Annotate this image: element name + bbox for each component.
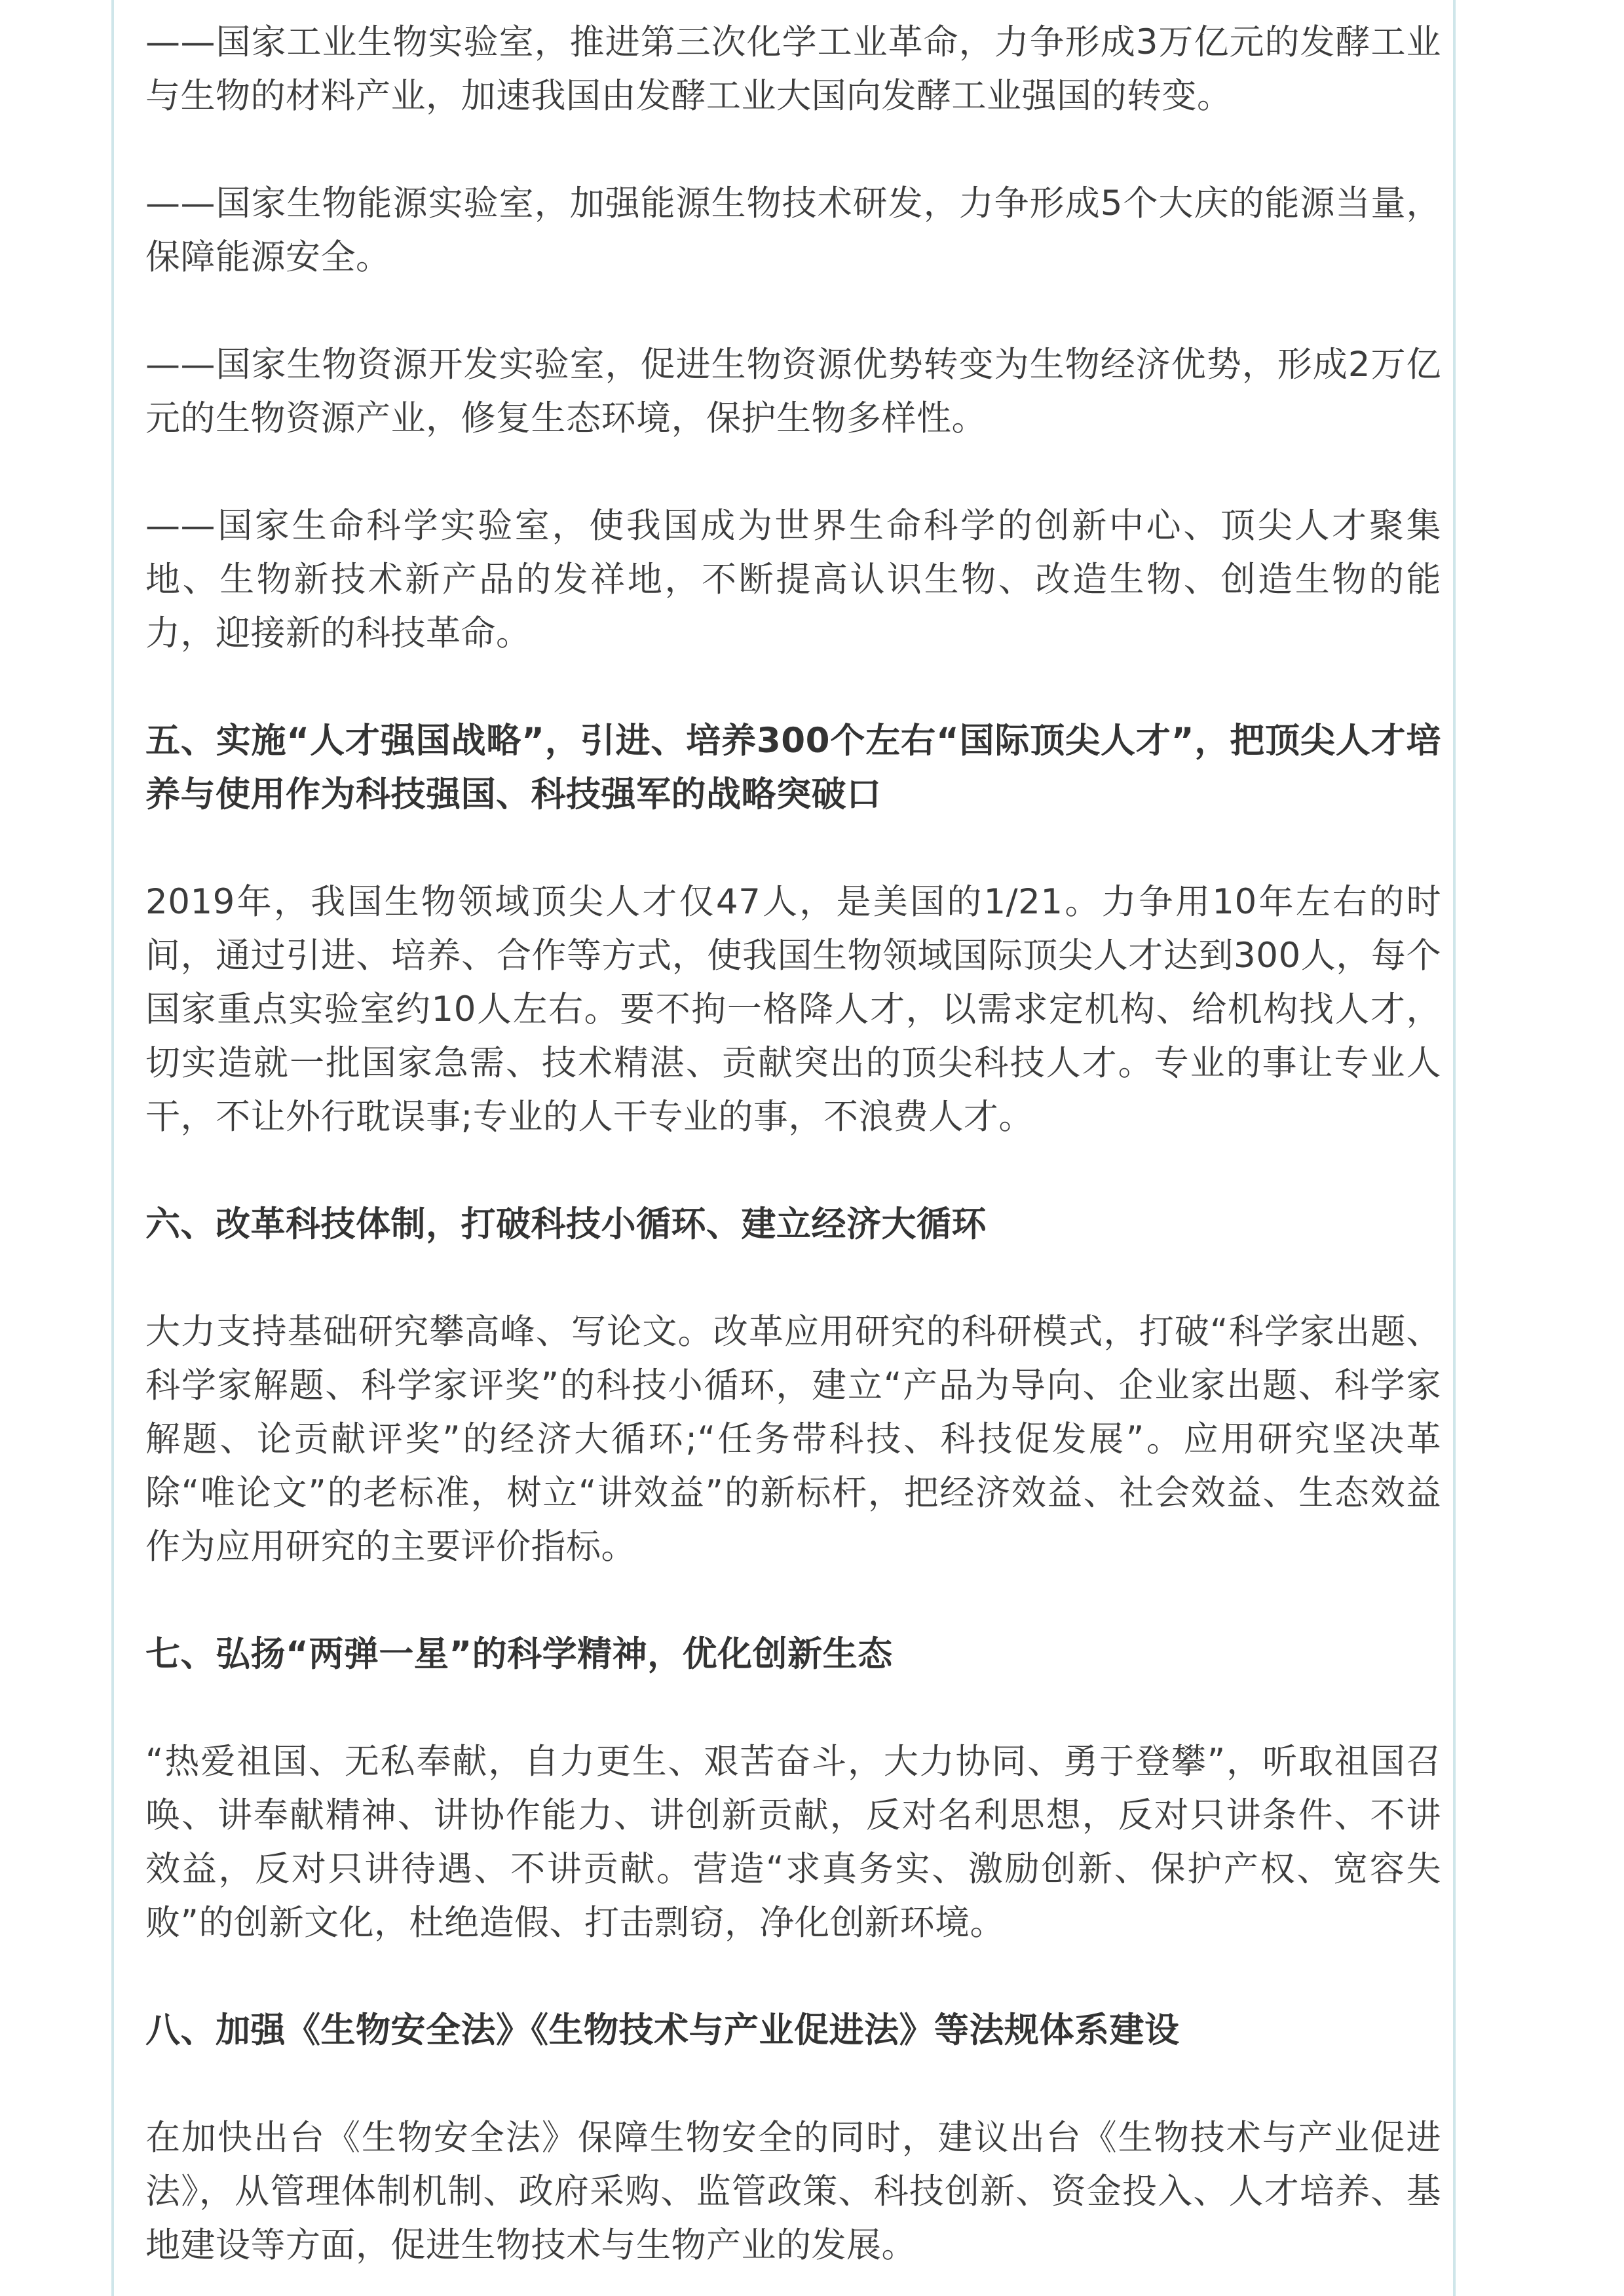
article-content bbox=[145, 16, 1441, 2272]
section-7-body: “热爱祖国、无私奉献，自力更生、艰苦奋斗，大力协同、勇于登攀”，听取祖国召唤、讲奉献精神、讲协作能力、讲创新贡献，反对名利思想，反对只讲条件、不讲效益，反对只讲待遇、不讲贡献。营造“求真务实、激励创新、保护产权、宽容失败”的创新文化，杜绝造假、打击剽窃，净化创新环境。 bbox=[145, 1742, 1441, 1943]
section-7-heading: 七、弘扬“两弹一星”的科学精神，优化创新生态 bbox=[145, 1634, 893, 1674]
section-8-heading: 八、加强《生物安全法》《生物技术与产业促进法》等法规体系建设 bbox=[145, 2010, 1180, 2050]
section-5-heading: 五、实施“人才强国战略”，引进、培养300个左右“国际顶尖人才”，把顶尖人才培养与使用作为科技强国、科技强军的战略突破口 bbox=[145, 721, 1441, 814]
paragraph-bioenergy-lab: ——国家生物能源实验室，加强能源生物技术研发，力争形成5个大庆的能源当量，保障能源安全。 bbox=[145, 183, 1441, 277]
section-5-body: 2019年，我国生物领域顶尖人才仅47人，是美国的1/21。力争用10年左右的时间，通过引进、培养、合作等方式，使我国生物领域国际顶尖人才达到300人，每个国家重点实验室约10人左右。要不拘一格降人才，以需求定机构、给机构找人才，切实造就一批国家急需、技术精湛、贡献突出的顶尖科技人才。专业的事让专业人干，不让外行耽误事;专业的人干专业的事，不浪费人才。 bbox=[145, 882, 1441, 1137]
paragraph-life-science-lab: ——国家生命科学实验室，使我国成为世界生命科学的创新中心、顶尖人才聚集地、生物新技术新产品的发祥地，不断提高认识生物、改造生物、创造生物的能力，迎接新的科技革命。 bbox=[145, 506, 1441, 653]
paragraph-bioresources-lab: ——国家生物资源开发实验室，促进生物资源优势转变为生物经济优势，形成2万亿元的生物资源产业，修复生态环境，保护生物多样性。 bbox=[145, 345, 1441, 438]
paragraph-industrial-biology-lab: ——国家工业生物实验室，推进第三次化学工业革命，力争形成3万亿元的发酵工业与生物的材料产业，加速我国由发酵工业大国向发酵工业强国的转变。 bbox=[145, 22, 1441, 116]
section-8-body: 在加快出台《生物安全法》保障生物安全的同时，建议出台《生物技术与产业促进法》，从管理体制机制、政府采购、监管政策、科技创新、资金投入、人才培养、基地建设等方面，促进生物技术与生物产业的发展。 bbox=[145, 2118, 1441, 2265]
section-6-heading: 六、改革科技体制，打破科技小循环、建立经济大循环 bbox=[145, 1204, 987, 1244]
section-6-body: 大力支持基础研究攀高峰、写论文。改革应用研究的科研模式，打破“科学家出题、科学家解题、科学家评奖”的科技小循环，建立“产品为导向、企业家出题、科学家解题、论贡献评奖”的经济大循环;“任务带科技、科技促发展”。应用研究坚决革除“唯论文”的老标准，树立“讲效益”的新标杆，把经济效益、社会效益、生态效益作为应用研究的主要评价指标。 bbox=[145, 1312, 1441, 1567]
